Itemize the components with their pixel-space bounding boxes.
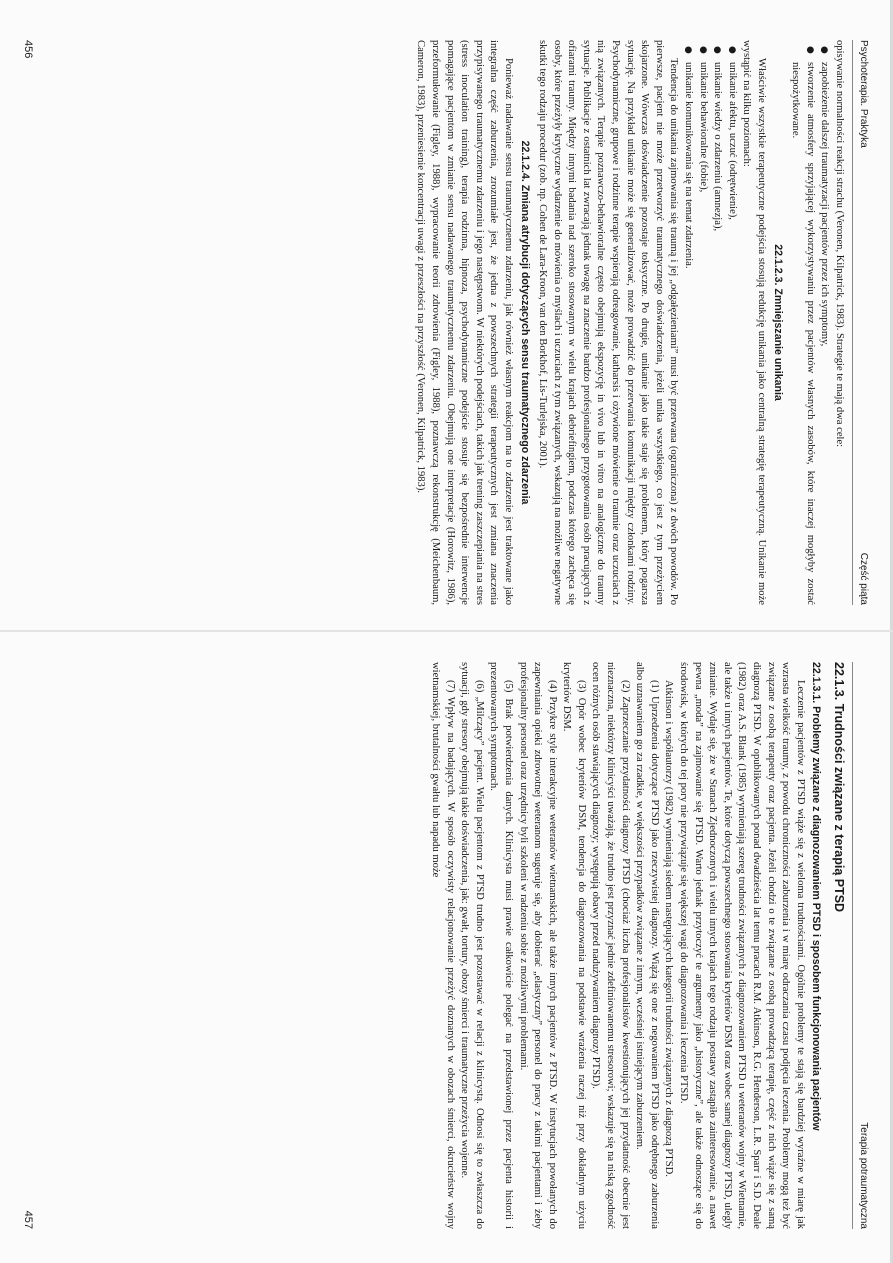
- paragraph: Tendencja do unikania zajmowania się traumą i jej „odgałęzieniami” musi być przerwana (ograniczona) z dwóch powodów. Po pierwsze, pacjent nie może przetworzyć traumatycznego doświadczenia, jeżeli unika wszystkiego, co jest z tym przeżyciem skojarzone. Wówczas doświadczenie pozostaje toksyczne. Po drugie, unikanie jako takie staje się problemem, który pogarsza sytuację. Na przykład unikanie może się generalizować, może prowadzić do przerwania komunikacji między członkami rodziny. Psychodynamiczne, grupowe i rodzinne terapie wspierają odreagowanie, katharsis i ożywione mówienie o traumie oraz uczuciach z nią związanych. Terapie poznawczo-behawioralne często obejmują ekspozycję in vivo lub in vitro na analogiczne do traumy sytuacje. Publikacje z ostatnich lat zwracają jednak uwagę na znaczenie bardzo profesjonalnego przygotowania osób pracujących z ofiarami traumy. Między innymi badania nad szeroko stosowanym w wielu krajach debriefingiem, podczas którego zachęca się osoby, które przeżyły krytyczne wydarzenie do mówienia o myślach i uczuciach z tym związanych, wskazują na możliwe negatywne skutki tego rodzaju procedur (zob. np. Cohen de Lara-Kroon, van den Borkhof, Lis-Turlejska, 2001).: [537, 40, 680, 605]
- paragraph: Właściwie wszystkie terapeutyczne podejścia stosują redukcję unikania jako centralną strategię terapeutyczną. Unikanie może wystąpić na kilku poziomach:: [741, 40, 768, 605]
- bullet-list: [788, 40, 832, 605]
- page-number: 457: [22, 1210, 34, 1229]
- bullet-icon: ●: [697, 46, 708, 54]
- bullet-icon: ●: [819, 46, 830, 54]
- paragraph: (2) Zaprzeczanie przydatności diagnozy PTSD (chociaż liczba profesjonalistów kwestionujących jej przydatność obecnie jest nieznaczna, niektórzy klinicyści uważają, że trudno jest przyznać jednie zdefiniowanemu stresorowi; wskazuje się na niską zgodność ocen różnych osób stawiających diagnozy; występują obawy przed nadużywaniem diagnozy PTSD).: [590, 662, 631, 1229]
- left-page: [0, 0, 893, 631]
- running-head: [852, 662, 869, 1229]
- bullet-icon: ●: [712, 46, 723, 54]
- bullet-icon: ●: [726, 46, 737, 54]
- section-heading: 22.1.2.4. Zmiana atrybucji dotyczących sensu traumatycznego zdarzenia: [518, 140, 531, 505]
- list-item: ● unikanie komunikowania się na temat zdarzenia.: [680, 40, 695, 605]
- bullet-list: [680, 40, 738, 605]
- page-number: 456: [22, 40, 34, 59]
- running-head-part: Część piąta: [858, 552, 869, 605]
- running-head-title: Terapia potraumatyczna: [858, 1122, 869, 1229]
- paragraph: Leczenie pacjentów z PTSD wiąże się z wieloma trudnościami. Ogólnie problemy te stają się bardziej wyraźne w miarę jak wzrasta wielkość traumy, z powodu chroniczności zaburzenia i w miarę odraczania czasu podjęcia leczenia. Problemy mogą też być związane z osobą terapeuty oraz pacjenta. Jeżeli chodzi o te związane z osobą prowadzącą terapię, część z nich wiąże się z samą diagnozą PTSD. W opublikowanych ponad dwadzieścia lat temu pracach R.M. Atkinson, R.G. Henderson, L.R. Sparr i S.D. Deale (1982) oraz A.S. Blank (1985) wymieniają szereg trudności związanych z diagnozowaniem PTSD u weteranów wojny w Wietnamie, ale także u innych pacjentów. Te, które dotyczą powszechnego stosowania kryteriów DSM oraz wobec samej diagnozy PTSD, ulegly zmianie. Wydaje się, że w Stanach Zjednoczonych i wielu innych krajach tego rodzaju postawy zastąpiło zainteresowanie, a nawet pewna „moda” na zajmowanie się PTSD. Warto jednak przytoczyć te argumenty jako „historyczne”, ale także odnoszące się do środowisk, w których do tej pory nie przywiązuje się większej wagi do diagnozowania i leczenia PTSD.: [678, 662, 806, 1229]
- section-heading: 22.1.3.1. Problemy związane z diagnozowaniem PTSD i sposobem funkcjonowania pacjentów: [810, 662, 823, 1131]
- list-item: ● stworzenie atmosfery sprzyjającej wykorzystywaniu przez pacjentów własnych zasobów, które inaczej mogłyby zostać niespożytkowane.: [790, 46, 816, 605]
- section-heading: 22.1.2.3. Zmniejszanie unikania: [771, 244, 784, 401]
- bullet-icon: ●: [683, 46, 694, 54]
- paragraph: opisywanie normalności reakcji strachu (Veronen, Kilpatrick, 1983). Strategie te mają dwa cele:: [834, 40, 845, 448]
- chapter-heading: 22.1.3. Trudności związane z terapią PTSD: [832, 662, 846, 913]
- list-item: ● unikanie behawioralne (fobie),: [695, 40, 710, 605]
- list-item: ● unikanie wiedzy o zdarzeniu (amnezja),: [710, 40, 725, 605]
- paragraph: (6) „Milczący” pacjent. Wielu pacjentom z PTSD trudno jest pozostawać w relacji z klinicystą. Odnosi się to zwłaszcza do sytuacji, gdy stresory obejmują takie doświadczenia, jak: gwałt, tortury, obozy śmierci i traumatyczne przeżycia wojenne.: [459, 662, 485, 1229]
- paragraph: (7) Wpływ na badających. W sposób oczywisty relacjonowanie przeżyć doznanych w obozach śmierci, okrucieństw wojny wietnamskiej, brutalności gwałtu lub napadu może: [429, 662, 456, 1229]
- paragraph: (1) Uprzedzenia dotyczące PTSD jako rzeczywistej diagnozy. Wiążą się one z negowaniem PTSD jako odrębnego zaburzenia albo uznawaniem go za rzadkie, w większości przypadków związane z innym, wcześniej istniejącym zaburzeniem.: [634, 662, 660, 1229]
- paragraph: (3) Opór wobec kryteriów DSM, tendencja do diagnozowania na podstawie wrażenia raczej niż przy dokładnym użyciu kryteriów DSM.: [561, 662, 587, 1229]
- paragraph: Ponieważ nadawanie sensu traumatycznemu zdarzeniu, jak również własnym reakcjom na to zdarzenie jest traktowane jako integralna część zaburzenia, zrozumiałe jest, że jedna z powszechnych strategii terapeutycznych jest zmiana znaczenia przypisywanego traumatycznemu zdarzeniu i jego następstwom. W niektórych podejściach, takich jak trening zaszczepiania na stres (stress inoculation training), terapia rodzinna, hipnoza, psychodynamiczne podejście stosuje się bezpośrednie interwencje pomagające pacjentom w zmianie sensu nadawanego traumatycznemu zdarzeniu. Obejmują one interpretacje (Horowitz, 1986), przeformułowanie (Figley, 1988), wypracowanie teorii zdrowienia (Figley, 1988), poznawczą rekonstrukcję (Meichenbaum, Cameron, 1983), przeniesienie koncentracji uwagi z przeszłości na przyszłość (Veronen, Kilpatrick, 1983).: [415, 40, 514, 605]
- running-head: [852, 40, 869, 605]
- paragraph: (5) Brak potwierdzenia danych. Klinicysta musi prawie całkowicie polegać na przedstawionej przez pacjenta historii i prezentowanych symptomach.: [488, 662, 514, 1229]
- running-head-title: Psychoterapia. Praktyka: [858, 40, 869, 148]
- paragraph: (4) Przykre style interakcyjne weteranów wietnamskich, ale także innych pacjentów z PTSD. W instytucjach powołanych do zapewniania opieki zdrowotnej weteranom sugeruje się, aby dobierać „elastyczny” personel do pracy z takimi pacjentami i żeby profesjonalny personel oraz urzędnicy byli szkoleni w radzeniu sobie z możliwymi problemami.: [517, 662, 558, 1229]
- right-page: [0, 632, 893, 1263]
- list-item: ● zapobieżenie dalszej traumatyzacji pacjentów przez ich symptomy,: [817, 40, 832, 605]
- paragraph: Atkinson i współautorzy (1982) wymieniają siedem następujących kategorii trudności związanych z diagnozą PTSD.: [663, 680, 675, 1177]
- bullet-icon: ●: [804, 46, 815, 54]
- list-item: ● unikanie afektu, uczuć (odrętwienie),: [724, 40, 739, 605]
